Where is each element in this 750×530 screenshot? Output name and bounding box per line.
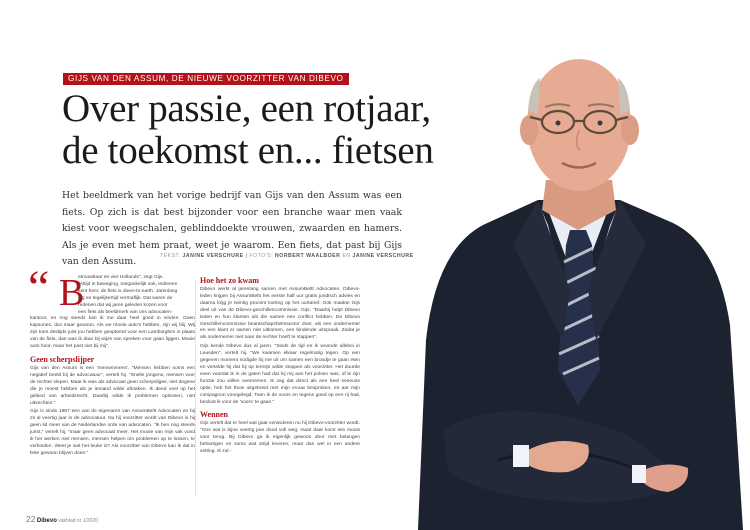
credit-photo-label: FOTO'S:	[249, 253, 274, 259]
column2-para1: Dibevo werkt al jarenlang samen met AssumBeltt Advocaten. Dibevo-leden krijgen bij AssumBeltt het eerste half uur gratis juridisch advies en daarna krijg je twintig procent korting op het uurtarief. Ook maakte Gijs deel uit van de Dibevo-geschillencommissie. Gijs: "Daarbij helpt Dibevo leden en hun klanten als die samen een conflict hebben. De Dibevo Geschillencommissie beantschapshelmsector doet, als een ondernemer en een klant er samen niet uitkomen, een bindende uitspraak. Zodat je als ondernemer niet naar de rechter hoeft te stappen".	[200, 287, 360, 341]
credit-text-author: JANINE VERSCHURE	[182, 253, 244, 259]
credit-photo-author-2: JANINE VERSCHURE	[352, 253, 414, 259]
issue-label: vakblad nr 1/2020	[58, 518, 99, 524]
column2-para3: Gijs vertelt dat er heel wat gaat veranderen nu hij Dibevo-voorzitter wordt. "Ons wat is bijna veertig jaar dood voll weg, maar daar komt iets moois voor terug. Bij Dibevo ga ik eigenlijk gewoon door met belangen behartigen en soms wat strijd leveren, maar dan wel in een andere setting. Ik zal -	[200, 421, 360, 455]
article-kicker: GIJS VAN DEN ASSUM, DE NIEUWE VOORZITTER VAN DIBEVO	[63, 73, 349, 85]
article-credits	[160, 253, 414, 259]
subhead-hoe-het-zo-kwam: Hoe het zo kwam	[200, 276, 259, 285]
magazine-name-left: Dibevo	[36, 518, 57, 524]
portrait-photo	[388, 40, 750, 530]
col1-line: redenen dat wij jaren geleden kozen voor	[78, 302, 168, 308]
subhead-geen-scherpslijper: Geen scherpslijper	[30, 354, 95, 364]
quote-mark-icon: “	[28, 261, 50, 314]
credit-separator: |	[245, 253, 248, 259]
page-number-left: 22	[26, 514, 36, 524]
drop-cap: B	[59, 272, 85, 314]
col1-line: "Altijd in beweging, toegankelijk ook, iedereen	[78, 281, 178, 287]
footer-left	[26, 514, 98, 524]
column1-para2: Gijs van den Assum is een 'mensenmens'. "Mensen hebben soms een negatief beeld bij de advocatuur", vertelt hij. "Snelle jongens, mensen voor de rechter slepen. Maar ik was als advocaat geen scherpslijper, niet degene die je moest hebben als je iemand wilde afmaken. Ik deed veel op het gebied van arbeidsrecht. Daarbij wilde ik problemen oplossen, niet uitvechten."	[30, 365, 195, 406]
body-column-1	[30, 272, 195, 460]
column1-para3: Gijs is sinds 1987 een van de eigenaren van AssumBeltt Advocaten en bij zit al veertig jaar in de advocatuur. Nu hij voorzitter wordt van Dibevo is hij geen lid meer van de Nederlandse orde van advocaten. "Ik ben nog steeds jurist," vertelt hij, "maar geen advocaat meer. Het mooie van mijn vak vond ik het werken met mensen, mensen helpen om problemen op te lossen, te verbinden. Weet je wat het leuke is? Als voorzitter van Dibevo kan ik dat in feite gewoon blijven doen."	[30, 409, 195, 456]
col1-line: etrouwbaar en vier Hollands", zegt Gijs.	[78, 275, 164, 280]
column2-para2: Gijs kende Dibevo dus al jaren. "Sinds de tijd en ik woonde allebei in Leusden", vertelt hij. "We kwamen elkaar regelmatig tegen. Op een gegeven moment nodigde hij me uit om samen een broodje te gaan eten en vertelde hij dat hij op termijn wilde stoppen als voorzitter. Het duurde even voordat ik in de gaten had dat hij mij aan het polsen was, of ik zijn functie zou willen overnemen. Ik zag dat direct als een heel serieuze optie, heb het thuis uitgebreid met mijn vrouw besproken, en aar mijn compagnon voorgelegd. Toen ik de voors en tegens goed op een rij had, besloot ik voor de 'voors' te gaan."	[200, 344, 360, 405]
column-divider	[195, 280, 196, 495]
credit-photo-author: NORBERT WAALBOER	[275, 253, 341, 259]
credit-text-label: TEKST:	[160, 253, 181, 259]
title-line-1: Over passie, een rotjaar,	[62, 87, 431, 130]
col1-line: kent hem; de fiets is down-to-earth. Jarenlang	[78, 288, 178, 294]
col1-line: dig en tegelijkertijd vermaflijk. Dat waren de	[78, 295, 173, 301]
col1-line: een fiets als beeldmerk van ons advocaten-	[78, 309, 173, 315]
article-intro: Het beeldmerk van het vorige bedrijf van Gijs van den Assum was een fiets. Op zich is dat best bijzonder voor een branche waar men vaak kiest voor weegschalen, geblinddoekte vrouwen, zwaarden en hamers. Als je even met hem praat, weet je waarom. Een fiets, dat past bij Gijs van den Assum.	[62, 190, 402, 268]
column1-para1	[30, 272, 195, 351]
title-line-2: de toekomst en... fietsen	[62, 129, 434, 172]
col1-para1-rest: kantoor, en nog steeds kan ik me daar heel goed in vinden. Geen kapsones, dus maar gewoon. Als we mooie auto's hebben, zijn wij blij. Wij zijn toen destijds juist jou hebben geopteerd voor een Lamborghini in plaats van de fiets, dan was ik daar bij wijze van spreken voor gaan liggen. Mooie auto hoor, maar het past niet bij mij".	[30, 316, 195, 350]
subhead-wennen: Wennen	[200, 410, 229, 420]
body-column-2	[200, 276, 360, 458]
credit-and: EN	[342, 253, 351, 259]
